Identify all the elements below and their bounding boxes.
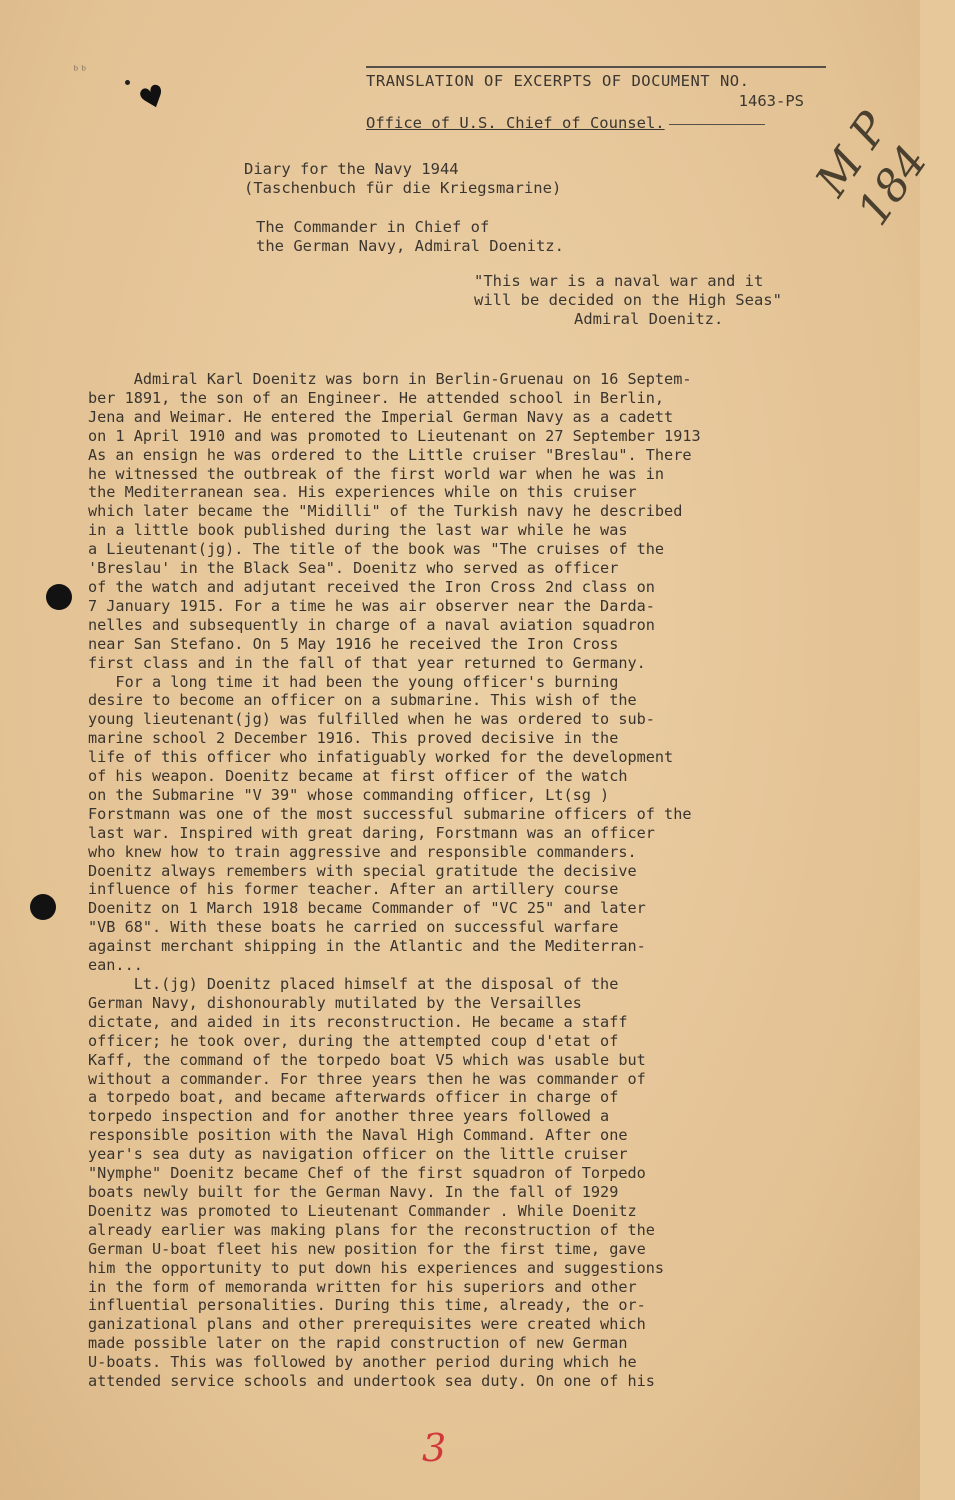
body-line: influential personalities. During this time, already, the or- xyxy=(88,1296,646,1315)
body-line: in the form of memoranda written for his superiors and other xyxy=(88,1277,637,1296)
body-line: torpedo inspection and for another three years followed a xyxy=(88,1107,610,1126)
quote-line: will be decided on the High Seas" xyxy=(474,291,782,309)
body-line: 'Breslau' in the Black Sea". Doenitz who served as officer xyxy=(88,559,619,578)
body-line: Doenitz always remembers with special gratitude the decisive xyxy=(88,861,637,880)
body-line: U-boats. This was followed by another period during which he xyxy=(88,1353,637,1372)
body-line: life of this officer who infatiguably worked for the development xyxy=(88,748,674,767)
quote-line: "This war is a naval war and it xyxy=(474,272,764,290)
commander-subtitle xyxy=(256,218,564,256)
subtitle-line: The Commander in Chief of xyxy=(256,218,490,236)
body-line: first class and in the fall of that year returned to Germany. xyxy=(88,653,646,672)
body-line: Admiral Karl Doenitz was born in Berlin-Gruenau on 16 Septem- xyxy=(88,370,692,388)
body-line: a Lieutenant(jg). The title of the book was "The cruises of the xyxy=(88,540,665,559)
body-line: dictate, and aided in its reconstruction. He became a staff xyxy=(88,1012,628,1031)
document-number: 1463-PS xyxy=(738,92,804,110)
body-line: German Navy, dishonourably mutilated by the Versailles xyxy=(88,993,582,1012)
body-line: who knew how to train aggressive and responsible commanders. xyxy=(88,842,637,861)
body-line: year's sea duty as navigation officer on the little cruiser xyxy=(88,1145,628,1164)
epigraph-quote xyxy=(474,272,782,329)
body-line: Doenitz was promoted to Lieutenant Commander . While Doenitz xyxy=(88,1201,637,1220)
body-line: on 1 April 1910 and was promoted to Lieutenant on 27 September 1913 xyxy=(88,426,701,445)
body-line: last war. Inspired with great daring, Forstmann was an officer xyxy=(88,823,655,842)
office-text: Office of U.S. Chief of Counsel. xyxy=(366,114,665,132)
body-line: ganizational plans and other prerequisites were created which xyxy=(88,1315,646,1334)
body-line: on the Submarine "V 39" whose commanding officer, Lt(sg ) xyxy=(88,785,610,804)
body-line: him the opportunity to put down his experiences and suggestions xyxy=(88,1258,665,1277)
body-line: which later became the "Midilli" of the Turkish navy he described xyxy=(88,502,683,521)
title-line: (Taschenbuch für die Kriegsmarine) xyxy=(244,179,562,197)
body-line: young lieutenant(jg) was fulfilled when he was ordered to sub- xyxy=(88,710,655,729)
body-line: Jena and Weimar. He entered the Imperial German Navy as a cadett xyxy=(88,407,674,426)
body-line: "VB 68". With these boats he carried on successful warfare xyxy=(88,918,619,937)
body-line: ber 1891, the son of an Engineer. He attended school in Berlin, xyxy=(88,388,665,407)
body-line: nelles and subsequently in charge of a naval aviation squadron xyxy=(88,615,655,634)
body-line: Kaff, the command of the torpedo boat V5 which was usable but xyxy=(88,1050,646,1069)
document-header xyxy=(366,66,836,132)
body-line: As an ensign he was ordered to the Little cruiser "Breslau". There xyxy=(88,445,692,464)
body-line: 7 January 1915. For a time he was air observer near the Darda- xyxy=(88,596,655,615)
body-line: made possible later on the rapid construction of new German xyxy=(88,1334,628,1353)
body-line: marine school 2 December 1916. This proved decisive in the xyxy=(88,729,619,748)
body-line: of the watch and adjutant received the Iron Cross 2nd class on xyxy=(88,577,655,596)
body-line: against merchant shipping in the Atlantic and the Mediterran- xyxy=(88,937,646,956)
page-number: 3 xyxy=(422,1426,447,1470)
body-line: ean... xyxy=(88,956,143,975)
office-line xyxy=(366,114,836,132)
body-line: responsible position with the Naval High Command. After one xyxy=(88,1126,628,1145)
body-line: Forstmann was one of the most successful submarine officers of the xyxy=(88,804,692,823)
body-line: of his weapon. Doenitz became at first officer of the watch xyxy=(88,767,628,786)
quote-attribution: Admiral Doenitz. xyxy=(574,310,724,328)
body-line: boats newly built for the German Navy. In the fall of 1929 xyxy=(88,1182,619,1201)
body-line: near San Stefano. On 5 May 1916 he received the Iron Cross xyxy=(88,634,619,653)
body-line: "Nymphe" Doenitz became Chef of the first squadron of Torpedo xyxy=(88,1164,646,1183)
body-line: he witnessed the outbreak of the first world war when he was in xyxy=(88,464,665,483)
header-rule xyxy=(366,66,826,68)
title-line: Diary for the Navy 1944 xyxy=(244,160,459,178)
body-line: in a little book published during the last war while he was xyxy=(88,521,628,540)
body-line: desire to become an officer on a submarine. This wish of the xyxy=(88,691,637,710)
body-line: German U-boat fleet his new position for the first time, gave xyxy=(88,1239,646,1258)
punch-hole-icon xyxy=(30,894,56,920)
body-line: For a long time it had been the young officer's burning xyxy=(88,672,619,691)
punch-hole-icon xyxy=(46,584,72,610)
body-line: the Mediterranean sea. His experiences while on this cruiser xyxy=(88,483,637,502)
body-line: Lt.(jg) Doenitz placed himself at the disposal of the xyxy=(88,975,619,993)
body-line: already earlier was making plans for the reconstruction of the xyxy=(88,1220,655,1239)
corner-mark: ᵇᵇ xyxy=(72,64,88,79)
body-line: attended service schools and undertook sea duty. On one of his xyxy=(88,1372,655,1391)
body-line: a torpedo boat, and became afterwards officer in charge of xyxy=(88,1088,619,1107)
body-line: Doenitz on 1 March 1918 became Commander of "VC 25" and later xyxy=(88,899,646,918)
body-text xyxy=(88,370,868,1391)
subtitle-line: the German Navy, Admiral Doenitz. xyxy=(256,237,564,255)
diary-title xyxy=(244,160,561,198)
ink-blot-icon: ♥ xyxy=(135,75,171,122)
header-title: TRANSLATION OF EXCERPTS OF DOCUMENT NO. xyxy=(366,72,750,90)
body-line: without a commander. For three years then he was commander of xyxy=(88,1069,646,1088)
handwritten-annotation: M P 184 xyxy=(806,103,938,235)
body-line: influence of his former teacher. After an artillery course xyxy=(88,880,619,899)
body-line: officer; he took over, during the attempted coup d'etat of xyxy=(88,1031,619,1050)
ink-dot xyxy=(125,80,130,85)
